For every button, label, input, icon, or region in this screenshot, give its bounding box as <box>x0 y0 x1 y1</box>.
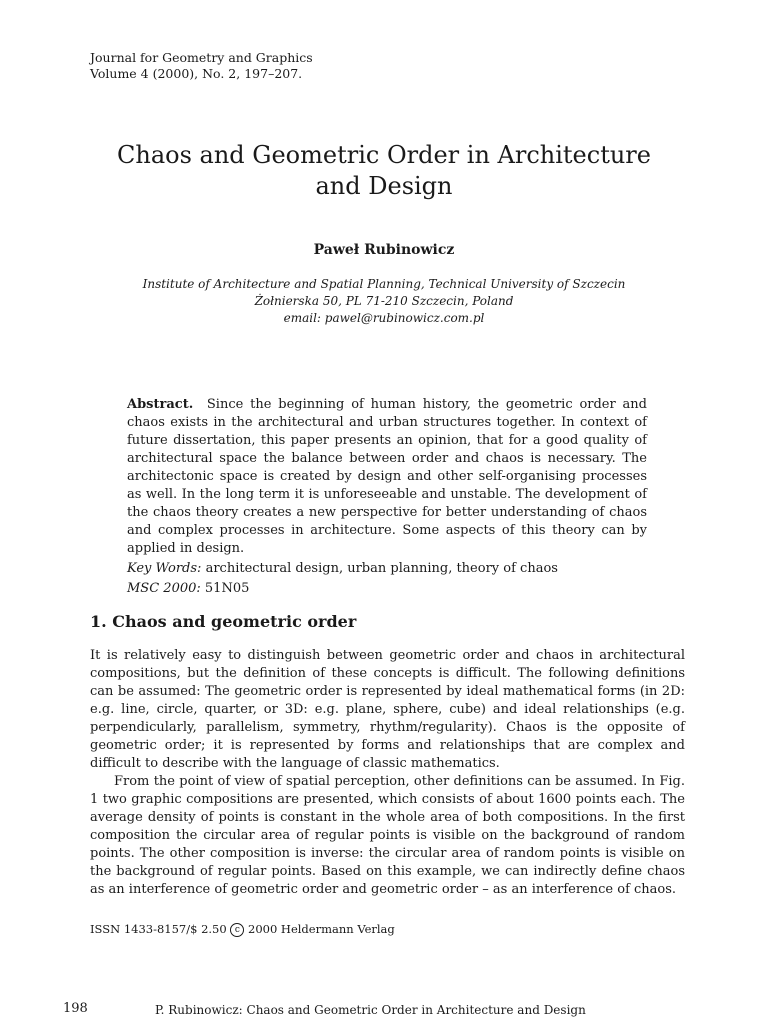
author-name: Paweł Rubinowicz <box>313 242 455 258</box>
body-paragraph-2: From the point of view of spatial perception, other definitions can be assumed. In Fig. 1 two graphic compositions are presented, which consists of about 1600 points each. The average density of points is constant in the whole area of both compositions. In the first composition the circular area of regular points is visible on the background of random points. The other composition is inverse: the circular area of random points is visible on the background of regular points. Based on this example, we can indirectly define chaos as an interference of geometric order and geometric order – as an interference of chaos. <box>90 774 685 897</box>
abstract-text: Since the beginning of human history, the geometric order and chaos exists in the architectural and urban structures together. In context of future dissertation, this paper presents an opinion, that for a good quality of architectural space the balance between order and chaos is necessary. The architectonic space is created by design and other self-organising processes as well. In the long term it is unforeseeable and unstable. The development of the chaos theory creates a new perspective for better understanding of chaos and complex processes in architecture. Some aspects of this theory can by applied in design. <box>127 397 647 556</box>
section-body <box>90 647 685 899</box>
body-paragraph-1: It is relatively easy to distinguish between geometric order and chaos in architectural compositions, but the definition of these concepts is difficult. The following definitions can be assumed: The geometric order is represented by ideal mathematical forms (in 2D: e.g. line, circle, quarter, or 3D: e.g. plane, sphere, cube) and ideal relationships (e.g. perpendicularly, parallelism, symmetry, rhythm/regularity). Chaos is the opposite of geometric order; it is represented by forms and relationships that are complex and difficult to describe with the language of classic mathematics. <box>90 648 685 771</box>
publisher-text: 2000 Heldermann Verlag <box>248 922 395 936</box>
issn-line <box>90 922 395 937</box>
keywords-label: Key Words: <box>127 561 202 576</box>
keywords-line <box>127 560 647 578</box>
issn-text: ISSN 1433-8157/$ 2.50 <box>90 922 227 936</box>
paper-title-line2: and Design <box>315 172 453 200</box>
paper-title-line1: Chaos and Geometric Order in Architecture <box>117 141 651 169</box>
abstract-block <box>127 396 647 598</box>
abstract-label: Abstract. <box>127 397 194 412</box>
affiliation-email: email: pawel@rubinowicz.com.pl <box>283 311 485 325</box>
journal-name: Journal for Geometry and Graphics <box>90 50 313 65</box>
page-number: 198 <box>63 1001 88 1016</box>
msc-line <box>127 580 647 598</box>
msc-code: 51N05 <box>204 581 250 596</box>
journal-info <box>90 50 313 82</box>
copyright-icon: c <box>230 923 244 937</box>
paper-title <box>60 140 708 202</box>
journal-volume: Volume 4 (2000), No. 2, 197–207. <box>90 66 303 81</box>
section-heading: 1. Chaos and geometric order <box>90 612 357 631</box>
msc-label: MSC 2000: <box>127 581 201 596</box>
keywords-text: architectural design, urban planning, theory of chaos <box>205 561 558 576</box>
running-head: P. Rubinowicz: Chaos and Geometric Order in Architecture and Design <box>155 1003 586 1017</box>
affiliation-institute: Institute of Architecture and Spatial Planning, Technical University of Szczecin <box>142 277 626 291</box>
affiliation <box>80 276 688 327</box>
abstract-paragraph <box>127 396 647 558</box>
affiliation-address: Żołnierska 50, PL 71-210 Szczecin, Poland <box>254 294 514 308</box>
